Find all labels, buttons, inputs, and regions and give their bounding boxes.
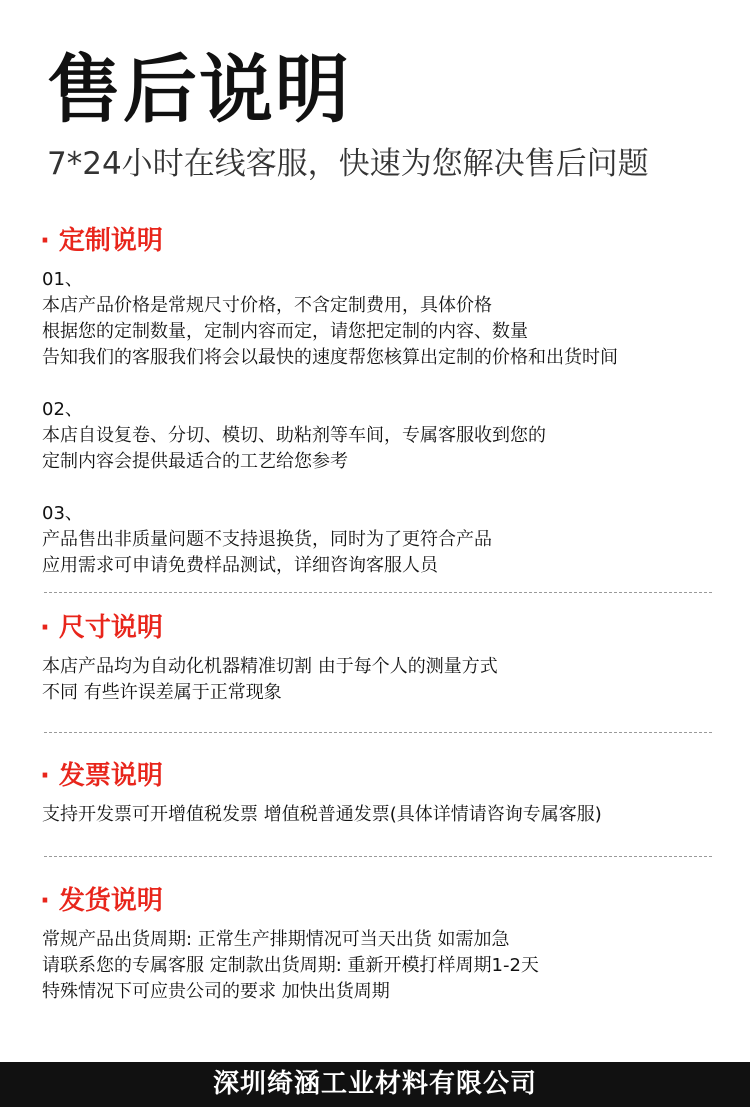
section-invoice bbox=[40, 759, 712, 828]
text-line: 不同 有些许误差属于正常现象 bbox=[42, 682, 282, 703]
text-line: 常规产品出货周期: 正常生产排期情况可当天出货 如需加急 bbox=[42, 929, 510, 950]
section-heading: · 尺寸说明 bbox=[40, 613, 163, 643]
text-line: 根据您的定制数量，定制内容而定，请您把定制的内容、数量 bbox=[42, 321, 528, 342]
section-body bbox=[40, 802, 712, 828]
section-divider bbox=[44, 592, 712, 593]
section-body bbox=[40, 267, 712, 579]
page-title: 售后说明 bbox=[47, 47, 351, 133]
text-line: 本店自设复卷、分切、模切、助粘剂等车间，专属客服收到您的 bbox=[42, 425, 546, 446]
text-line: 特殊情况下可应贵公司的要求 加快出货周期 bbox=[42, 981, 390, 1002]
item-number: 02、 bbox=[42, 399, 83, 420]
text-line: 定制内容会提供最适合的工艺给您参考 bbox=[42, 451, 348, 472]
text-line: 应用需求可申请免费样品测试，详细咨询客服人员 bbox=[42, 555, 438, 576]
section-heading: · 发票说明 bbox=[40, 761, 163, 791]
list-item bbox=[40, 397, 712, 475]
text-line: 请联系您的专属客服 定制款出货周期: 重新开模打样周期1-2天 bbox=[42, 955, 539, 976]
text-line: 本店产品均为自动化机器精准切割 由于每个人的测量方式 bbox=[42, 656, 498, 677]
text-line: 支持开发票可开增值税发票 增值税普通发票(具体详情请咨询专属客服) bbox=[42, 804, 602, 825]
text-line: 本店产品价格是常规尺寸价格，不含定制费用，具体价格 bbox=[42, 295, 492, 316]
item-number: 03、 bbox=[42, 503, 83, 524]
section-divider bbox=[44, 732, 712, 733]
list-item bbox=[40, 802, 712, 828]
list-item bbox=[40, 654, 712, 706]
list-item bbox=[40, 927, 712, 1005]
section-size bbox=[40, 611, 712, 706]
text-line: 告知我们的客服我们将会以最快的速度帮您核算出定制的价格和出货时间 bbox=[42, 347, 618, 368]
company-footer: 深圳绮涵工业材料有限公司 bbox=[0, 1062, 750, 1107]
item-number: 01、 bbox=[42, 269, 83, 290]
section-customization bbox=[40, 224, 712, 579]
page-subtitle: 7*24小时在线客服，快速为您解决售后问题 bbox=[47, 146, 649, 182]
section-shipping bbox=[40, 884, 712, 1005]
text-line: 产品售出非质量问题不支持退换货，同时为了更符合产品 bbox=[42, 529, 492, 550]
list-item bbox=[40, 501, 712, 579]
section-body bbox=[40, 927, 712, 1005]
section-heading: · 定制说明 bbox=[40, 226, 163, 256]
section-body bbox=[40, 654, 712, 706]
list-item bbox=[40, 267, 712, 371]
section-heading: · 发货说明 bbox=[40, 886, 163, 916]
section-divider bbox=[44, 856, 712, 857]
